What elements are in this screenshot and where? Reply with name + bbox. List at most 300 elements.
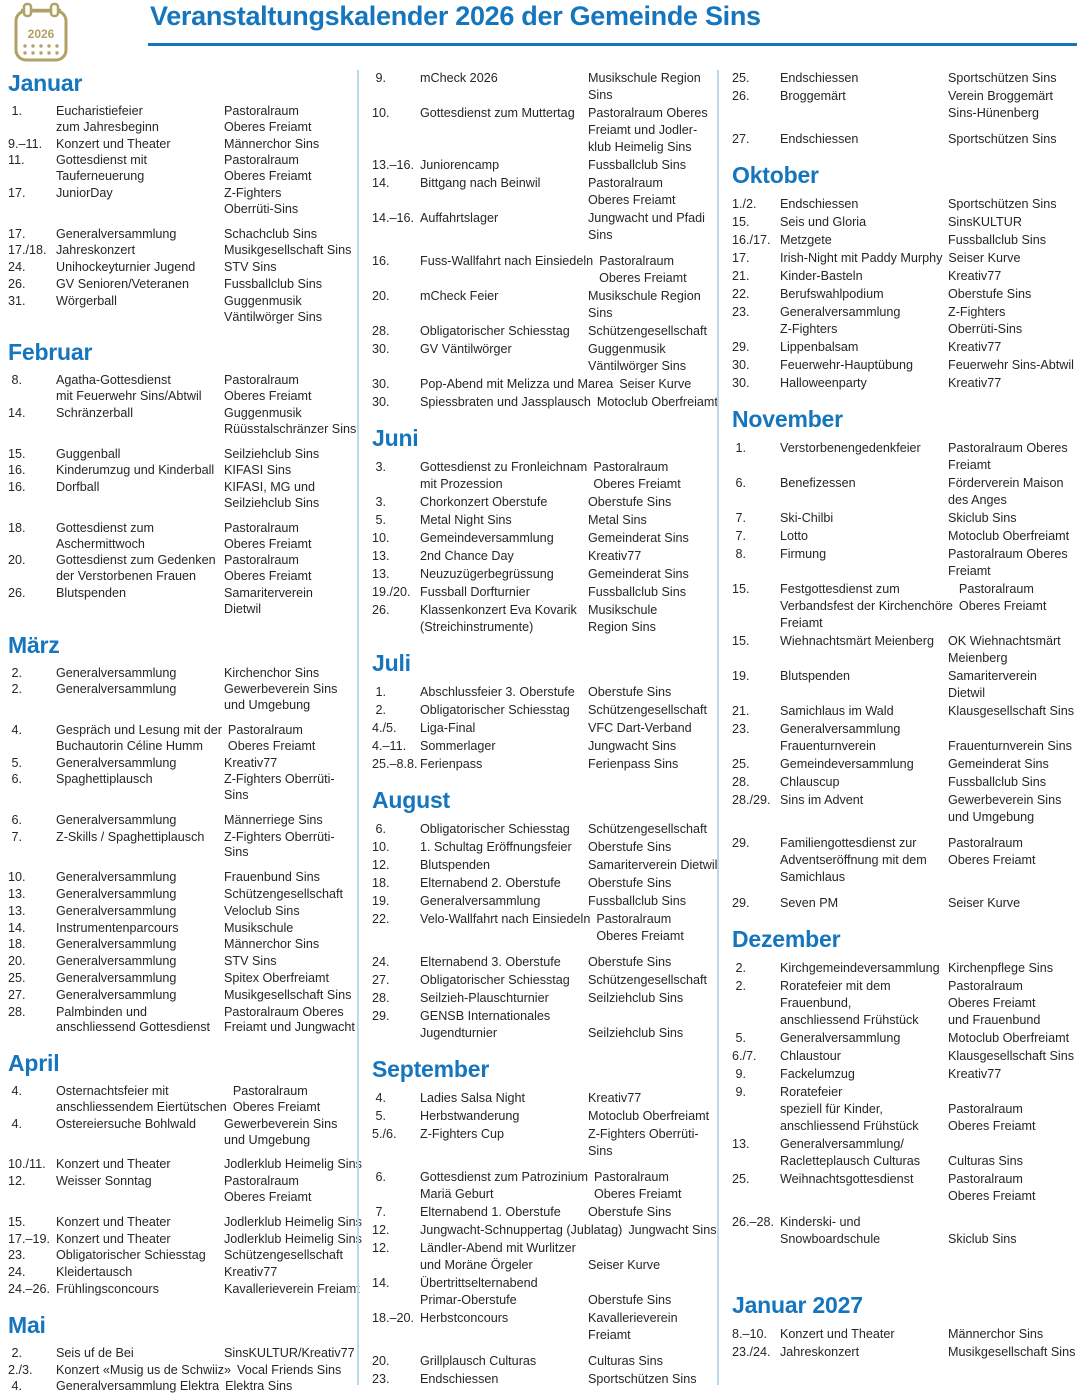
event-organizer [588,1310,709,1344]
month-heading: Mai [8,1311,46,1338]
event-name-line: Elternabend 1. Oberstufe [420,1205,561,1219]
event-name-line: Z-Skills / Spaghettiplausch [56,829,205,844]
event-organizer-line [948,721,1075,738]
event-organizer [224,988,351,1004]
event-name-line: Generalversammlung [56,887,177,902]
event-organizer [594,1169,709,1203]
event-name [780,960,948,977]
event-organizer-line: Pastoralraum [588,176,663,190]
event-date: 5./6. [372,1127,397,1141]
event-organizer [588,684,709,701]
event-date: 25. [732,757,750,771]
event-name-line: Generalversammlung [56,903,177,918]
event-organizer-line: Gemeinderat Sins [588,531,689,545]
event-organizer-line [948,869,1075,886]
event-name-line: Firmung [780,547,827,561]
event-organizer [224,1157,362,1173]
event-date: 9.–11. [8,136,43,151]
event-row [732,214,1075,231]
event-name-line: Liga-Final [420,721,476,735]
event-name [56,373,224,405]
event-organizer [588,512,709,529]
event-row [732,546,1075,580]
event-organizer-line: Pastoralraum [948,836,1023,850]
event-organizer-line: Fussballclub Sins [948,775,1046,789]
event-organizer [224,480,349,512]
event-name-line: Gottesdienst zu Fronleichnam [420,460,588,474]
event-name [780,232,948,249]
event-organizer-line: Pastoralraum [224,553,299,568]
event-organizer-line: Elektra Sins [225,1379,293,1394]
event-organizer-line: Pastoralraum [599,254,675,268]
event-date: 13. [8,887,26,902]
event-date: 10. [372,106,390,120]
event-name-line: Generalversammlung Elektra [56,1379,220,1394]
event-name [56,1379,225,1395]
event-organizer-line: Skiclub Sins [948,1232,1017,1246]
event-name-line: Abschlussfeier 3. Oberstufe [420,685,575,699]
event-name-line: Sommerlager [420,739,496,753]
event-organizer-line [948,1136,1075,1153]
event-name-line: Broggemärt [780,89,846,103]
event-organizer [596,911,709,945]
event-organizer-line: Kreativ77 [948,376,1002,390]
event-name [420,1090,588,1107]
event-name-line: Tauferneuerung [56,169,145,184]
event-name [780,633,948,667]
event-name [56,1363,237,1379]
event-row [372,157,709,174]
event-row [372,323,709,340]
event-name [56,1117,224,1149]
event-date: 28. [372,324,390,338]
event-date: 17. [8,226,26,241]
event-organizer-line: Gewerbeverein Sins [948,793,1062,807]
event-row [732,1030,1075,1047]
event-name-line: Roratefeier [780,1085,843,1099]
event-organizer [224,277,349,293]
event-organizer [224,447,349,463]
event-organizer-line: Seiser Kurve [619,377,692,391]
event-name [56,1174,224,1206]
event-date: 4. [8,1116,23,1131]
month-heading: Januar 2027 [732,1292,863,1318]
event-organizer-line: Oberes Freiamt [958,599,1047,613]
event-name-line: Sins im Advent [780,793,864,807]
event-name-line: Generalversammlung [780,1031,901,1045]
event-name-line: Jahreskonzert [780,1345,860,1359]
event-name [56,772,224,804]
event-organizer-line: Z-Fighters [224,185,282,200]
event-organizer-line: Väntilwörger Sins [224,309,322,324]
event-organizer [948,232,1075,249]
event-organizer [224,682,349,714]
event-organizer-line: Sportschützen Sins [948,197,1057,211]
event-organizer [588,857,717,874]
event-row [8,447,349,463]
event-organizer-line: Oberes Freiamt [948,1189,1036,1203]
event-name-line: Jahreskonzert [56,243,136,258]
event-name-line: Herbstwanderung [420,1109,520,1123]
event-organizer-line: Freiamt und Jungwacht [224,1020,355,1035]
event-row [8,1084,349,1116]
event-date: 19./20. [372,585,411,599]
event-date: 6. [8,772,23,787]
event-date: 2. [8,1345,23,1360]
event-organizer-line: Gemeinderat Sins [948,757,1049,771]
event-name-line: Fussball Dorfturnier [420,585,530,599]
event-organizer-line: Jungwacht Sins [628,1223,717,1237]
event-row [732,668,1075,702]
event-organizer-line: Region Sins [588,620,656,634]
event-name [420,105,588,156]
event-organizer [224,260,349,276]
event-row [8,1248,349,1264]
event-organizer [948,1344,1075,1361]
event-date: 22. [732,287,750,301]
event-name [420,972,588,989]
event-name [56,406,224,438]
event-date: 26.–28. [732,1215,775,1229]
event-organizer-line: Motoclub Oberfreiamt [948,529,1070,543]
event-name-line: Ländler-Abend mit Wurlitzer [420,1241,576,1255]
event-name-line: GV Senioren/Veteranen [56,276,190,291]
event-date: 13. [8,903,26,918]
event-date: 18. [8,520,26,535]
event-organizer-line: Pastoralraum [227,722,303,737]
event-date: 21. [732,269,750,283]
event-row [372,1169,709,1203]
event-date: 27. [8,987,26,1002]
event-name [56,1282,224,1298]
event-date: 2./3. [8,1362,33,1377]
event-organizer [588,566,709,583]
event-organizer-line: Freiamt [948,564,991,578]
event-organizer-line: Oberes Freiamt [224,119,312,134]
event-name-line: Gemeindeversammlung [780,757,914,771]
event-organizer-line: STV Sins [224,260,277,275]
event-organizer [224,756,349,772]
month-heading: März [8,631,60,658]
event-date: 7. [732,529,747,543]
event-row [8,405,357,438]
event-row [8,756,349,772]
event-date: 10. [372,531,390,545]
event-date: 20. [8,553,26,568]
event-name [56,954,224,970]
event-date: 13. [732,1137,750,1151]
event-row [372,857,718,874]
event-organizer [224,1265,349,1281]
event-name [780,268,948,285]
event-name [420,756,588,773]
event-organizer [224,813,349,829]
event-organizer-line: Seiser Kurve [588,1258,661,1272]
month-heading: Dezember [732,926,841,952]
event-name-line: mit Prozession [420,477,503,491]
event-name-line: Ladies Salsa Night [420,1091,526,1105]
event-row [372,684,709,701]
event-organizer [224,104,349,136]
event-name-line: Benefizessen [780,476,856,490]
event-name-line: Z-Fighters Cup [420,1127,504,1141]
event-organizer [948,721,1075,755]
event-name [56,830,224,862]
event-row [8,1265,349,1281]
event-organizer [948,510,1075,527]
page-header [0,0,1080,64]
event-row [732,268,1075,285]
event-organizer-line: Z-Fighters [948,305,1006,319]
event-organizer [224,373,349,405]
event-row [372,1222,717,1239]
event-name [420,288,588,322]
event-name [780,375,948,392]
event-organizer-line [948,1214,1075,1231]
event-organizer-line: Musikschule [224,920,294,935]
event-organizer [588,1371,709,1388]
month-heading: September [372,1056,490,1082]
event-organizer [619,376,709,393]
event-organizer [948,286,1075,303]
event-organizer-line: Guggenmusik [588,342,666,356]
event-organizer-line: klub Heimelig Sins [588,140,692,154]
event-date: 29. [732,340,750,354]
event-organizer-line: Schützengesellschaft [588,324,708,338]
event-organizer-line: Oberes Freiamt [224,169,312,184]
event-organizer [588,548,709,565]
event-date: 23. [372,1372,390,1386]
event-name [780,978,948,1029]
event-name [420,175,588,209]
event-name-line: Blutspenden [420,858,491,872]
event-organizer [588,175,709,209]
event-name [56,1346,224,1362]
event-name-line: Konzert und Theater [56,136,171,151]
event-organizer-line: Pastoralraum [224,104,299,118]
event-organizer [959,581,1075,632]
event-name-line: Dorfball [56,480,100,495]
event-name-line: mit Feuerwehr Sins/Abtwil [56,389,202,404]
event-organizer-line: Guggenmusik [224,293,302,308]
event-row [8,1117,349,1149]
event-organizer [224,1117,349,1149]
event-name [780,668,948,702]
event-organizer-line: Seiser Kurve [948,251,1021,265]
event-date: 6. [372,822,387,836]
event-organizer-line: Spitex Oberfreiamt [224,971,329,986]
event-name-line: Endschiessen [420,1372,499,1386]
event-date: 7. [8,829,23,844]
event-organizer [588,341,709,375]
event-organizer [599,253,709,287]
event-name [780,1030,948,1047]
event-name [420,1240,588,1274]
event-name [780,703,948,720]
event-organizer-line: Pastoralraum [224,153,299,168]
event-name-line: Obligatorischer Schiesstag [420,703,570,717]
event-organizer-line: Pastoralraum [224,1174,299,1189]
event-name [56,1084,233,1116]
event-date: 17./18. [8,243,47,258]
event-date: 2. [732,961,747,975]
event-organizer-line: Klausgesellschaft Sins [948,704,1075,718]
event-name-line: Fuss-Wallfahrt nach Einsiedeln [420,254,594,268]
event-organizer [588,494,709,511]
event-name-line: Blutspenden [56,585,127,600]
event-organizer [588,972,709,989]
event-row [732,756,1075,773]
event-organizer [948,774,1075,791]
event-organizer-line: Samariterverein [224,585,313,600]
event-organizer [237,1363,349,1379]
calendar-column-1 [8,70,362,1394]
event-name-line: Generalversammlung [420,894,541,908]
event-name-line: Unihockeyturnier Jugend [56,260,196,275]
event-name [780,250,948,267]
month-heading: Juni [372,425,419,451]
event-organizer-line: Kirchenchor Sins [224,665,320,680]
event-organizer [233,1084,349,1116]
event-organizer-line [588,1008,709,1025]
event-name [420,584,588,601]
event-organizer [948,978,1075,1029]
event-organizer-line: Oberes Freiamt [948,996,1036,1010]
event-name-line: Übertrittselternabend [420,1276,538,1290]
event-organizer-line: Jodlerklub Heimelig Sins [224,1157,362,1172]
event-date: 9. [732,1067,747,1081]
event-organizer [224,227,349,243]
event-name [780,792,948,826]
event-name-line: Gottesdienst zum Patrozinium [420,1170,588,1184]
event-row [732,357,1075,374]
event-organizer [948,88,1075,122]
event-date: 28. [372,991,390,1005]
event-organizer-line: Oberes Freiamt [948,1119,1036,1133]
event-date: 11. [8,153,25,168]
event-organizer [948,703,1075,720]
event-name [420,857,588,874]
event-name [56,813,224,829]
event-name-line: Generalversammlung [56,665,177,680]
event-row [732,131,1075,148]
event-date: 19. [372,894,390,908]
month-heading: November [732,406,843,432]
event-organizer [948,339,1075,356]
event-name-line: Aschermittwoch [56,536,145,551]
event-date: 15. [732,582,750,596]
event-organizer-line: Gewerbeverein Sins [224,682,338,697]
event-name-line: Wörgerball [56,293,117,308]
event-organizer [224,830,349,862]
event-organizer-line: Sportschützen Sins [948,71,1057,85]
event-organizer-line: Oberstufe Sins [588,1205,672,1219]
event-name-line: Ski-Chilbi [780,511,834,525]
event-organizer [224,553,349,585]
event-organizer [948,304,1075,338]
event-row [8,723,349,755]
event-name [780,131,948,148]
event-name [780,286,948,303]
event-name-line: Seis uf de Bei [56,1345,134,1360]
event-name [420,875,588,892]
event-organizer-line: Skiclub Sins [948,511,1017,525]
event-row [732,774,1075,791]
event-organizer [224,243,351,259]
event-organizer-line: Motoclub Oberfreiamt [948,1031,1070,1045]
event-name-line: Grillplausch Culturas [420,1354,537,1368]
event-name-line: Palmbinden und [56,1004,148,1019]
event-row [732,960,1075,977]
event-name [420,1310,588,1344]
event-name-line: Endschiessen [780,132,859,146]
event-name [56,682,224,714]
event-name-line: Obligatorischer Schiesstag [420,324,570,338]
event-organizer-line: Seiser Kurve [948,896,1021,910]
event-name-line: Elternabend 3. Oberstufe [420,955,561,969]
event-name-line: Frauenturnverein [780,739,876,753]
event-row [372,341,709,375]
event-name-line: Gemeindeversammlung [420,531,554,545]
event-organizer-line: Oberes Freiamt [593,477,681,491]
event-organizer-line: Sins-Hünenberg [948,106,1040,120]
event-row [732,440,1075,474]
event-name [420,323,588,340]
event-organizer-line: Oberes Freiamt [599,271,687,285]
event-name-line: Generalversammlung/ [780,1137,904,1151]
event-organizer-line: Veloclub Sins [224,903,300,918]
event-date: 5. [732,1031,747,1045]
event-organizer [948,70,1075,87]
event-organizer-line: Oberes Freiamt [594,1187,682,1201]
event-row [372,839,709,856]
event-date: 10./11. [8,1157,46,1172]
event-name-line: der Verstorbenen Frauen [56,569,197,584]
event-organizer-line: Z-Fighters Oberrüti- [224,772,335,787]
event-row [732,581,1075,632]
event-row [8,870,349,886]
event-organizer-line: Sins [224,788,249,803]
event-date: 16. [8,480,26,495]
event-organizer [948,546,1075,580]
event-organizer-line: Oberes Freiamt [588,193,676,207]
event-organizer [224,937,349,953]
event-date: 8. [8,373,23,388]
event-name [420,210,588,244]
event-name-line: Konzert und Theater [56,1231,171,1246]
event-organizer-line [948,1084,1075,1101]
event-row [8,971,349,987]
event-date: 24. [8,260,26,275]
event-date: 5. [8,755,23,770]
event-name-line: Verstorbenengedenkfeier [780,441,921,455]
event-name [780,510,948,527]
event-name [420,566,588,583]
event-row [372,1240,709,1274]
event-row [8,480,349,512]
event-name [56,243,224,259]
event-name-line: Pop-Abend mit Melizza und Marea [420,377,614,391]
event-organizer-line: Fussballclub Sins [948,233,1046,247]
event-date: 14. [8,920,26,935]
event-organizer [948,357,1075,374]
event-name [420,157,588,174]
event-row [372,253,709,287]
event-organizer-line: Pastoralraum Oberes [588,106,708,120]
event-organizer-line: Schützengesellschaft [224,887,344,902]
event-name [780,1066,948,1083]
event-name [780,581,959,632]
